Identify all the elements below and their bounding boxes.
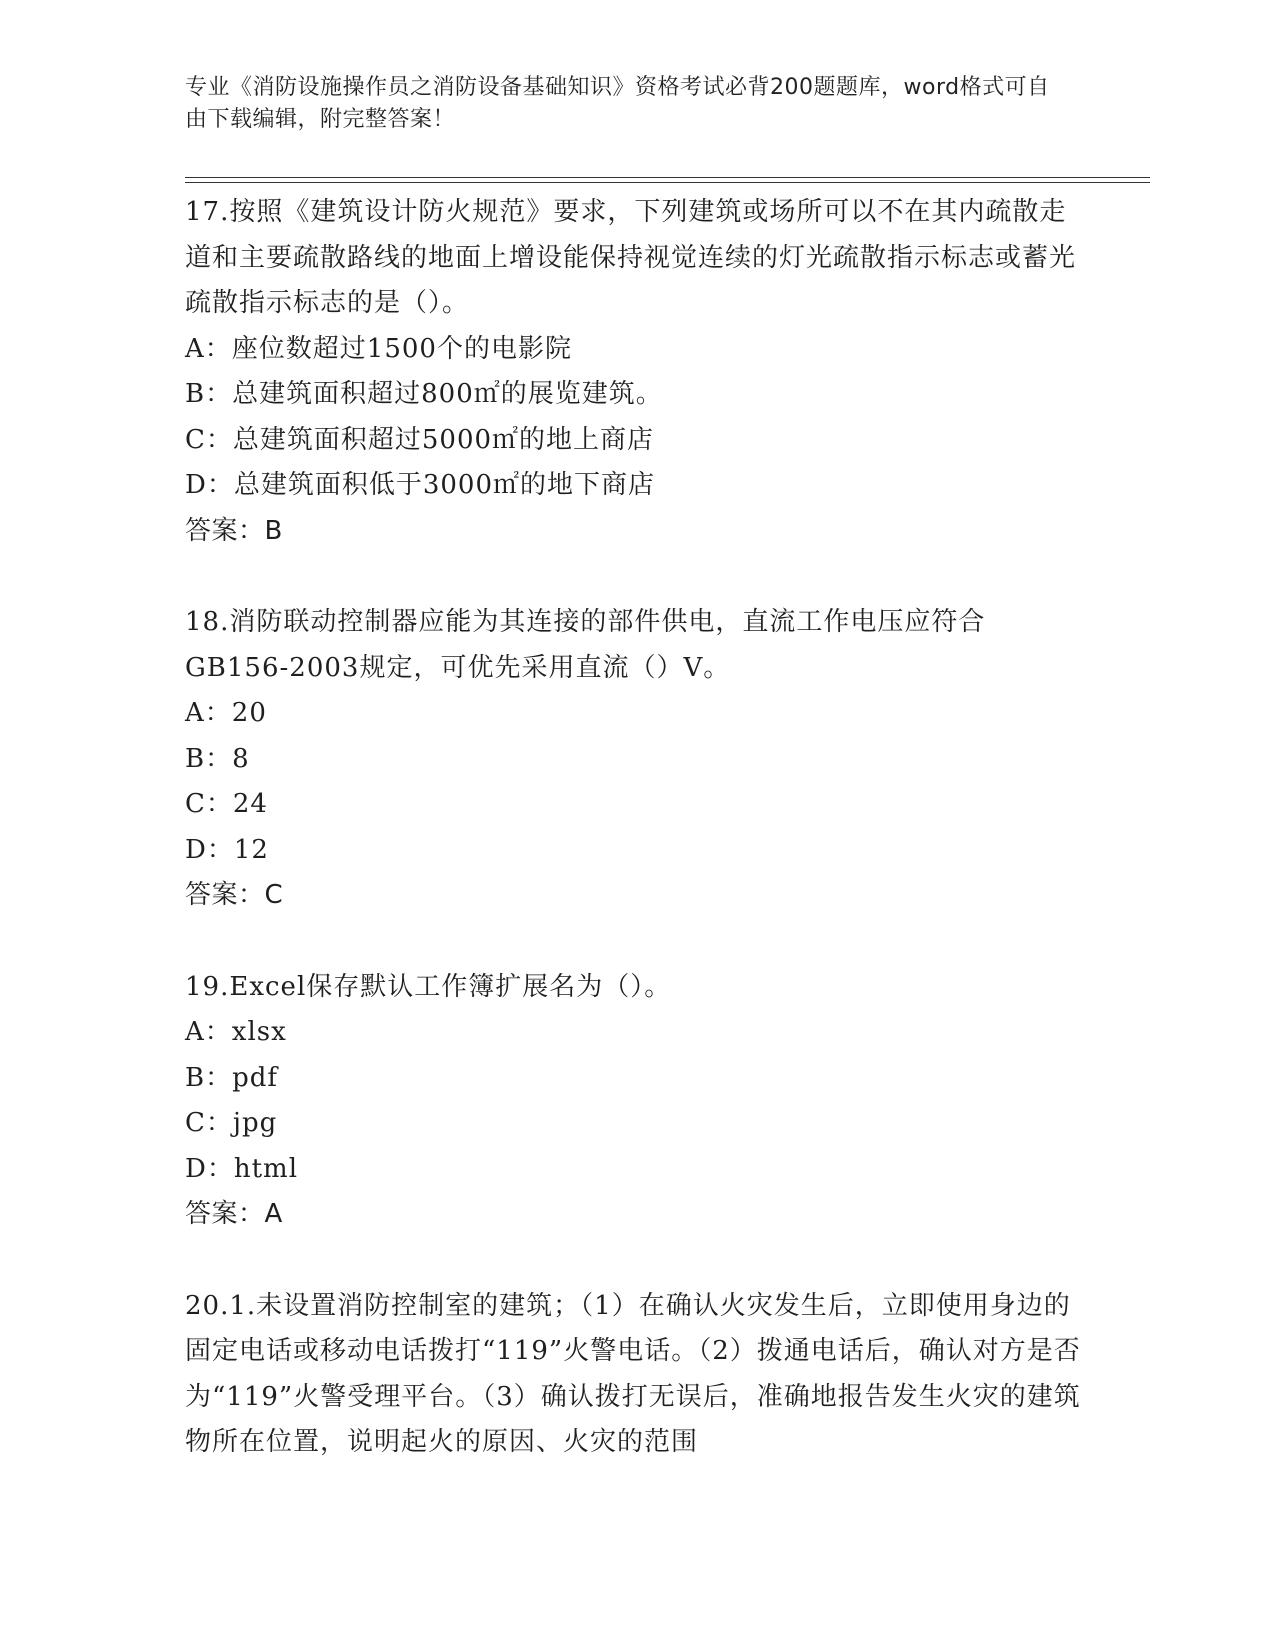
answer-label: 答案：B <box>185 515 283 546</box>
option-d: D：html <box>185 1153 299 1184</box>
question-text: 20.1.未设置消防控制室的建筑；（1）在确认火灾发生后，立即使用身边的固定电话或移动电话拨打“119”火警电话。（2）拨通电话后，确认对方是否为“119”火警受理平台。（3）确认拨打无误后，准确地报告发生火灾的建筑物所在位置，说明起火的原因、火灾的范围 <box>185 1290 1081 1457</box>
option-c: C：总建筑面积超过5000㎡的地上商店 <box>185 424 655 455</box>
option-c: C：jpg <box>185 1108 278 1138</box>
option-a: A：20 <box>185 698 267 728</box>
question-18 <box>185 600 1085 919</box>
page-header: 专业《消防设施操作员之消防设备基础知识》资格考试必背200题题库，word格式可自由下载编辑，附完整答案！ <box>185 75 1050 132</box>
option-c: C：24 <box>185 789 268 819</box>
option-b: B：总建筑面积超过800㎡的展览建筑。 <box>185 379 663 409</box>
option-a: A：座位数超过1500个的电影院 <box>185 333 572 364</box>
option-d: D：总建筑面积低于3000㎡的地下商店 <box>185 470 656 500</box>
option-b: B：8 <box>185 743 250 774</box>
question-19 <box>185 965 1085 1238</box>
option-a: A：xlsx <box>185 1017 287 1047</box>
question-text: 18.消防联动控制器应能为其连接的部件供电，直流工作电压应符合GB156-2003规定，可优先采用直流（）V。 <box>185 607 986 683</box>
answer-label: 答案：C <box>185 880 284 910</box>
question-list <box>185 190 1085 1512</box>
question-20 <box>185 1284 1085 1466</box>
question-17 <box>185 190 1085 554</box>
question-text: 17.按照《建筑设计防火规范》要求，下列建筑或场所可以不在其内疏散走道和主要疏散路线的地面上增设能保持视觉连续的灯光疏散指示标志或蓄光疏散指示标志的是（）。 <box>185 197 1077 318</box>
header-rule-top <box>185 177 1150 178</box>
question-text: 19.Excel保存默认工作簿扩展名为（）。 <box>185 971 672 1002</box>
option-b: B：pdf <box>185 1062 279 1093</box>
option-list <box>185 691 1085 873</box>
option-list <box>185 327 1085 509</box>
option-d: D：12 <box>185 834 269 865</box>
answer-label: 答案：A <box>185 1199 283 1229</box>
option-list <box>185 1010 1085 1192</box>
header-rule-bottom <box>185 182 1150 183</box>
